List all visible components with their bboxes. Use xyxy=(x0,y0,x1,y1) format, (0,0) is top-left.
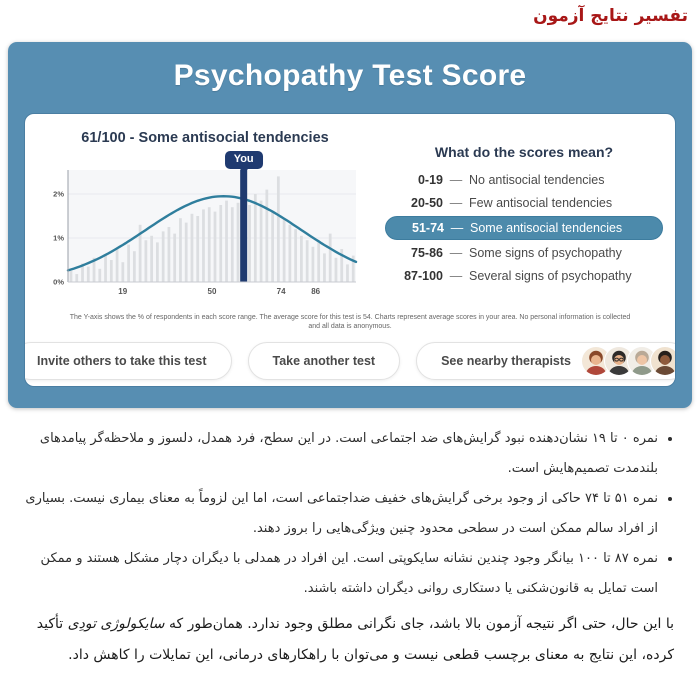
range-label: 87-100 xyxy=(404,269,443,283)
dash-separator: — xyxy=(449,246,463,260)
take-another-test-button[interactable]: Take another test xyxy=(248,342,401,380)
persian-results-article xyxy=(18,424,674,685)
closing-pre: با این حال، حتی اگر نتیجه آزمون بالا باشد، جای نگرانی مطلق وجود ندارد. همان‌طور که xyxy=(164,616,674,632)
dash-separator: — xyxy=(449,196,463,210)
legend-row-20-50 xyxy=(393,193,655,213)
chart-section xyxy=(31,122,379,307)
psychopathy-test-widget xyxy=(8,42,692,408)
svg-text:0%: 0% xyxy=(53,277,64,287)
svg-text:2%: 2% xyxy=(53,189,64,199)
range-meaning: Few antisocial tendencies xyxy=(469,196,613,210)
legend-row-51-74-highlighted xyxy=(385,216,663,240)
legend-row-0-19 xyxy=(393,170,655,190)
invite-others-button[interactable]: Invite others to take this test xyxy=(24,342,232,380)
bullet-score-0-19: • نمره ۰ تا ۱۹ نشان‌دهنده نبود گرایش‌های ضد اجتماعی است. در این سطح، فرد همدل، دلسوز و ملاحظه‌گر پیامدهای بلندمدت تصمیم‌هایش است. xyxy=(18,424,658,484)
action-buttons-row xyxy=(25,342,675,380)
legend-heading: What do the scores mean? xyxy=(434,144,614,160)
score-heading: 61/100 - Some antisocial tendencies xyxy=(81,130,329,146)
dash-separator: — xyxy=(449,269,463,283)
svg-text:74: 74 xyxy=(276,287,286,296)
range-label: 0-19 xyxy=(417,173,443,187)
range-meaning: No antisocial tendencies xyxy=(469,173,605,187)
bullet-score-51-74: • نمره ۵۱ تا ۷۴ حاکی از وجود برخی گرایش‌های خفیف ضداجتماعی است، اما این لزوماً به معنای بیماری نیست. بسیاری از افراد سالم ممکن است در سطحی محدود چنین ویژگی‌هایی را بروز دهند. xyxy=(18,484,658,544)
legend-row-75-86 xyxy=(393,243,655,263)
therapist-avatars-group xyxy=(581,346,676,376)
svg-text:1%: 1% xyxy=(53,233,64,243)
range-meaning: Several signs of psychopathy xyxy=(469,269,632,283)
closing-paragraph xyxy=(18,609,674,671)
see-nearby-therapists-button[interactable] xyxy=(416,342,676,380)
legend-row-87-100 xyxy=(393,266,655,286)
range-label: 20-50 xyxy=(411,196,443,210)
range-meaning: Some antisocial tendencies xyxy=(470,221,623,235)
bell-curve-chart xyxy=(50,153,360,307)
dash-separator: — xyxy=(449,173,463,187)
svg-text:50: 50 xyxy=(207,287,217,296)
see-nearby-therapists-label: See nearby therapists xyxy=(441,354,571,368)
chart-footnote: The Y-axis shows the % of respondents in each score range. The average score for this test is 54. Charts represent average scores in your area. No personal information is collected and all data is anonymous. xyxy=(69,314,631,330)
you-marker-badge: You xyxy=(225,151,263,169)
dash-separator: — xyxy=(450,221,464,235)
score-legend xyxy=(379,122,669,307)
svg-text:19: 19 xyxy=(118,287,128,296)
therapist-avatar-4 xyxy=(650,346,676,376)
page-title: تفسیر نتایج آزمون xyxy=(533,6,688,26)
widget-panel xyxy=(24,113,676,387)
distribution-chart-svg xyxy=(50,170,360,302)
range-label: 75-86 xyxy=(411,246,443,260)
closing-post: تأکید کرده، این نتایج به معنای برچسب قطعی نیست و می‌توان با راهکارهای درمانی، این تمایلات را کاهش داد. xyxy=(36,616,674,663)
results-bullet-list xyxy=(18,424,674,604)
closing-italic-source: سایکولوژی تودِی xyxy=(67,616,165,632)
range-meaning: Some signs of psychopathy xyxy=(469,246,622,260)
bullet-score-87-100: • نمره ۸۷ تا ۱۰۰ بیانگر وجود چندین نشانه سایکوپتی است. این افراد در همدلی با دیگران دچار مشکل هستند و ممکن است تمایل به قانون‌شکنی یا دستکاری روانی دیگران داشته باشند. xyxy=(18,544,658,604)
svg-text:86: 86 xyxy=(311,287,321,296)
widget-header: Psychopathy Test Score xyxy=(173,59,527,92)
range-label: 51-74 xyxy=(412,221,444,235)
